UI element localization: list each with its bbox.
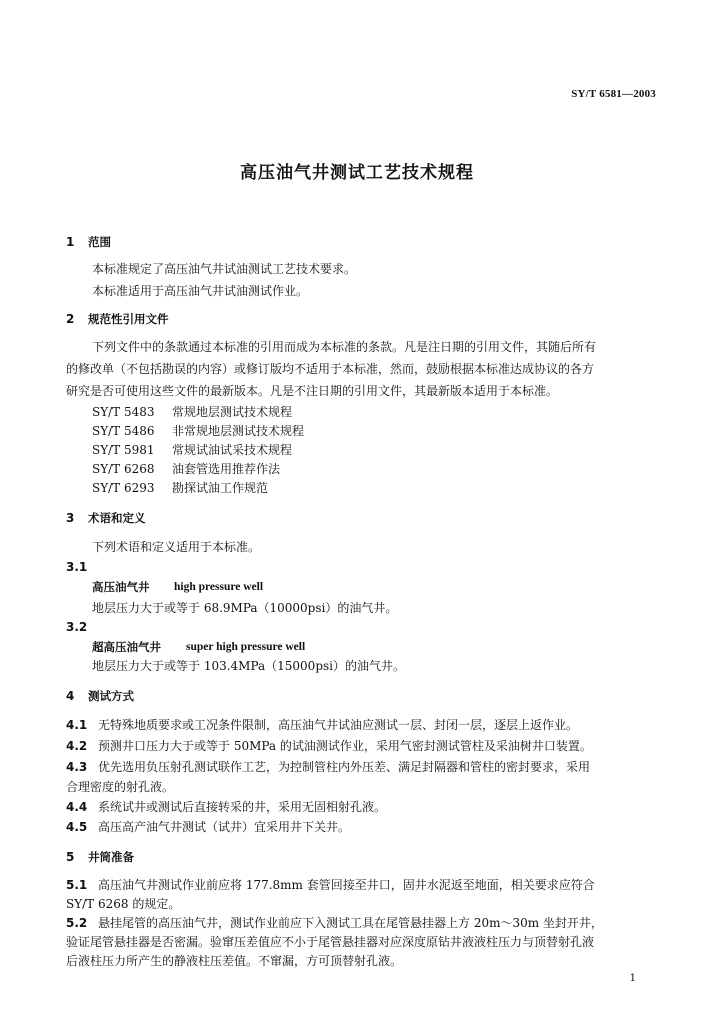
definition: 地层压力大于或等于 68.9MPa（10000psi）的油气井。 xyxy=(92,601,398,615)
reference-code: SY/T 5483 xyxy=(92,405,155,419)
reference-title: 常规试油试采技术规程 xyxy=(172,443,293,457)
clause-text: 高压高产油气井测试（试井）宜采用井下关井。 xyxy=(98,820,351,834)
clause-text: 验证尾管悬挂器是否密漏。验窜压差值应不小于尾管悬挂器对应深度原钻井液液柱压力与顶替射孔液 xyxy=(66,935,595,949)
section-number: 3 xyxy=(66,511,75,525)
section-number: 1 xyxy=(66,235,75,249)
section-heading: 规范性引用文件 xyxy=(88,312,169,326)
document-title: 高压油气井测试工艺技术规程 xyxy=(240,163,474,183)
paragraph: 下列术语和定义适用于本标准。 xyxy=(92,540,261,554)
page-number: 1 xyxy=(629,973,636,984)
section-number: 5 xyxy=(66,850,75,864)
clause-number: 3.2 xyxy=(66,620,88,634)
section-number: 2 xyxy=(66,312,75,326)
standard-code: SY/T 6581—2003 xyxy=(571,88,656,100)
clause-text: 无特殊地质要求或工况条件限制，高压油气井试油应测试一层、封闭一层，逐层上返作业。 xyxy=(98,718,579,732)
reference-code: SY/T 5486 xyxy=(92,424,155,438)
term-zh: 超高压油气井 xyxy=(92,640,161,654)
clause-number: 4.3 xyxy=(66,760,88,774)
clause-number: 4.5 xyxy=(66,820,88,834)
term-en: high pressure well xyxy=(174,581,264,593)
paragraph: 本标准适用于高压油气井试油测试作业。 xyxy=(92,284,309,298)
section-heading: 术语和定义 xyxy=(88,511,146,525)
reference-title: 非常规地层测试技术规程 xyxy=(172,424,305,438)
reference-code: SY/T 5981 xyxy=(92,443,155,457)
reference-title: 勘探试油工作规范 xyxy=(172,481,269,495)
reference-title: 油套管选用推荐作法 xyxy=(172,462,281,476)
clause-number: 5.1 xyxy=(66,878,88,892)
paragraph: 本标准规定了高压油气井试油测试工艺技术要求。 xyxy=(92,262,357,276)
paragraph-line: 下列文件中的条款通过本标准的引用而成为本标准的条款。凡是注日期的引用文件，其随后所有 xyxy=(92,340,597,354)
clause-text: 合理密度的射孔液。 xyxy=(66,780,175,794)
term-en: super high pressure well xyxy=(186,641,306,653)
section-heading: 井筒准备 xyxy=(88,850,134,864)
clause-text: 优先选用负压射孔测试联作工艺，为控制管柱内外压差、满足封隔器和管柱的密封要求，采用 xyxy=(98,760,591,774)
clause-text: 系统试井或测试后直接转采的井，采用无固相射孔液。 xyxy=(98,800,387,814)
definition: 地层压力大于或等于 103.4MPa（15000psi）的油气井。 xyxy=(92,659,405,673)
section-number: 4 xyxy=(66,689,75,703)
section-heading: 测试方式 xyxy=(88,689,134,703)
clause-text: 后液柱压力所产生的静液柱压差值。不窜漏，方可顶替射孔液。 xyxy=(66,954,403,968)
paragraph-line: 的修改单（不包括勘误的内容）或修订版均不适用于本标准，然而，鼓励根据本标准达成协议的各方 xyxy=(66,362,595,376)
clause-number: 5.2 xyxy=(66,916,88,930)
clause-text: 高压油气井测试作业前应将 177.8mm 套管回接至井口，固井水泥返至地面，相关要求应符合 xyxy=(98,878,595,892)
reference-code: SY/T 6268 xyxy=(92,462,155,476)
reference-code: SY/T 6293 xyxy=(92,481,155,495)
clause-number: 4.1 xyxy=(66,718,88,732)
clause-text: 预测井口压力大于或等于 50MPa 的试油测试作业，采用气密封测试管柱及采油树井口装置。 xyxy=(98,739,592,753)
clause-number: 4.2 xyxy=(66,739,88,753)
clause-number: 4.4 xyxy=(66,800,88,814)
term-zh: 高压油气井 xyxy=(92,580,150,594)
clause-number: 3.1 xyxy=(66,560,88,574)
clause-text: SY/T 6268 的规定。 xyxy=(66,897,181,911)
section-heading: 范围 xyxy=(88,235,111,249)
reference-title: 常规地层测试技术规程 xyxy=(172,405,293,419)
clause-text: 悬挂尾管的高压油气井，测试作业前应下入测试工具在尾管悬挂器上方 20m～30m 坐封开井， xyxy=(98,916,603,930)
paragraph-line: 研究是否可使用这些文件的最新版本。凡是不注日期的引用文件，其最新版本适用于本标准。 xyxy=(66,384,559,398)
